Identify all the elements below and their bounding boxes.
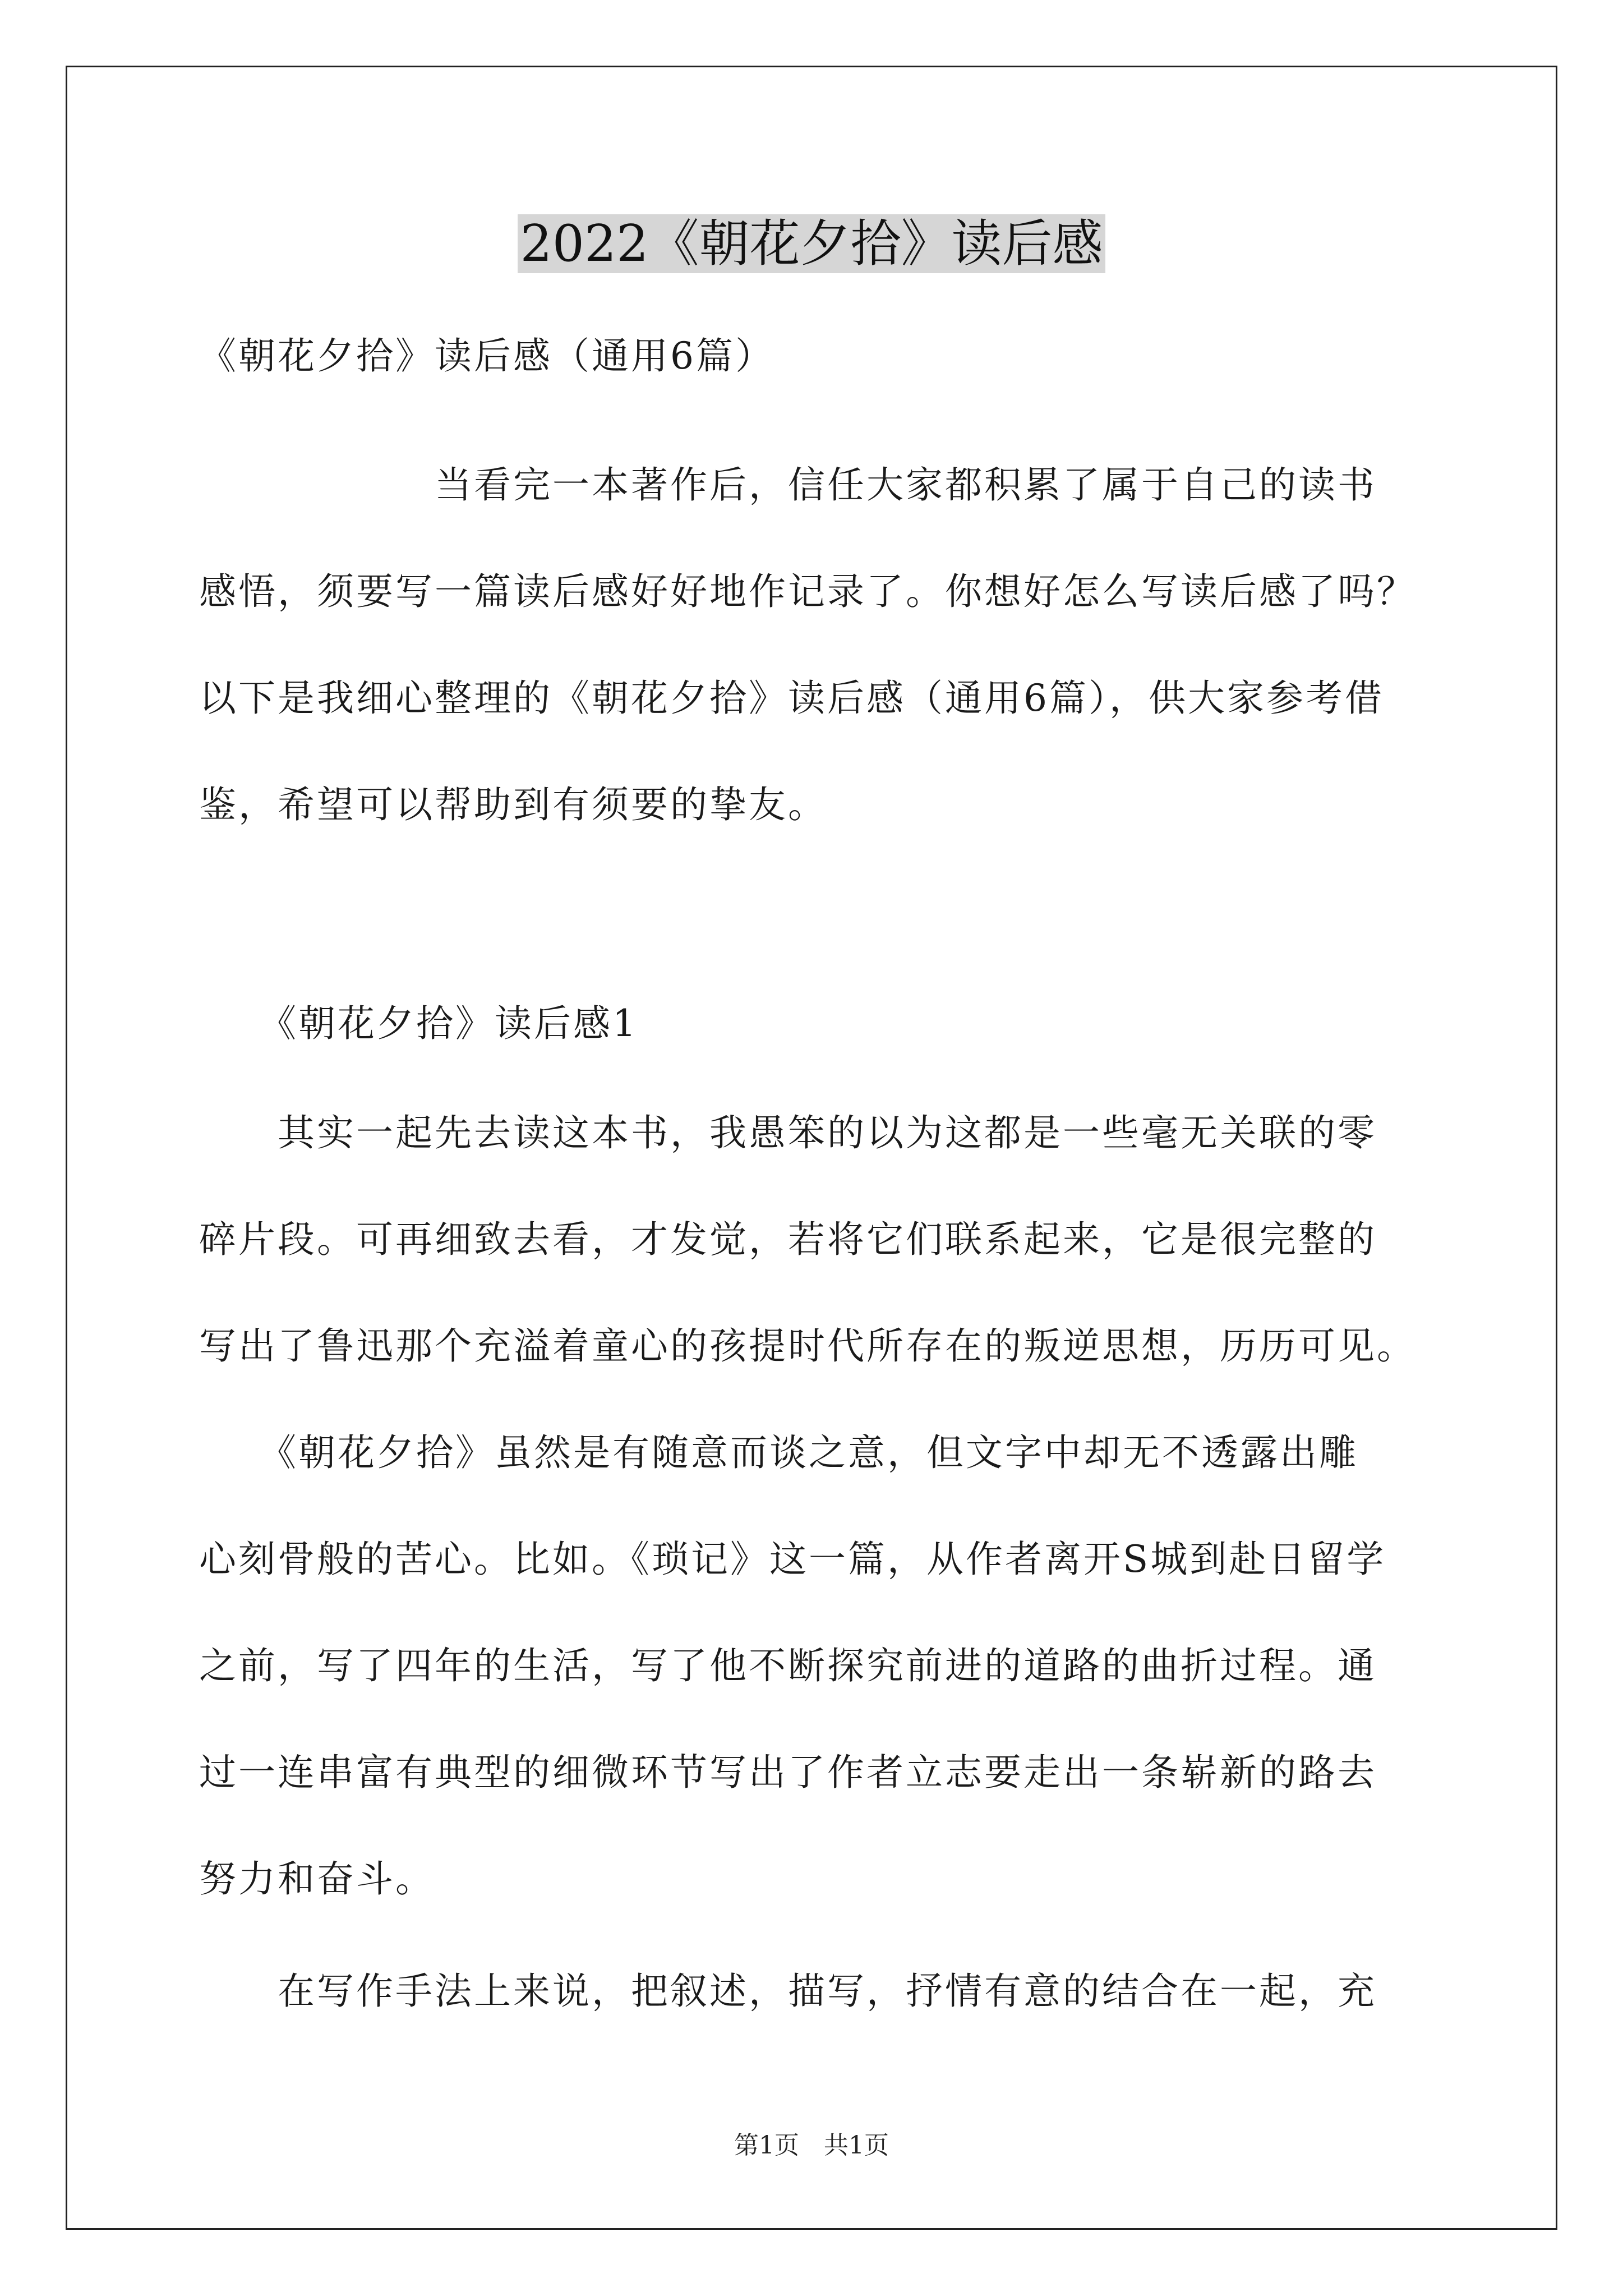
text-line: 其实一起先去读这本书，我愚笨的以为这都是一些毫无关联的零 [199,1111,1377,1154]
text-line: 感悟，须要写一篇读后感好好地作记录了。你想好怎么写读后感了吗？ [199,570,1416,613]
text-line: 以下是我细心整理的《朝花夕拾》读后感（通用6篇），供大家参考借 [199,677,1384,720]
text-line: 鉴，希望可以帮助到有须要的挚友。 [199,783,827,826]
text-line: 《朝花夕拾》虽然是有随意而谈之意，但文字中却无不透露出雕 [199,1431,1358,1474]
subtitle-line: 《朝花夕拾》读后感（通用6篇） [199,334,774,378]
text-line: 在写作手法上来说，把叙述，描写，抒情有意的结合在一起，充 [199,1970,1377,2013]
section-heading: 《朝花夕拾》读后感1 [199,1002,638,1045]
text-line: 当看完一本著作后，信任大家都积累了属于自己的读书 [199,463,1377,507]
text-line: 碎片段。可再细致去看，才发觉，若将它们联系起来，它是很完整的 [199,1218,1377,1261]
text-line: 过一连串富有典型的细微环节写出了作者立志要走出一条崭新的路去 [199,1751,1377,1794]
text-line: 心刻骨般的苦心。比如。《琐记》这一篇，从作者离开S城到赴日留学 [199,1538,1386,1581]
text-line: 之前，写了四年的生活，写了他不断探究前进的道路的曲折过程。通 [199,1644,1377,1687]
document-title: 2022《朝花夕拾》读后感 [0,208,1623,280]
text-line: 努力和奋斗。 [199,1857,435,1901]
page-footer: 第1页 共1页 [734,2131,889,2160]
text-line: 写出了鲁迅那个充溢着童心的孩提时代所存在的叛逆思想，历历可见。 [199,1324,1416,1368]
